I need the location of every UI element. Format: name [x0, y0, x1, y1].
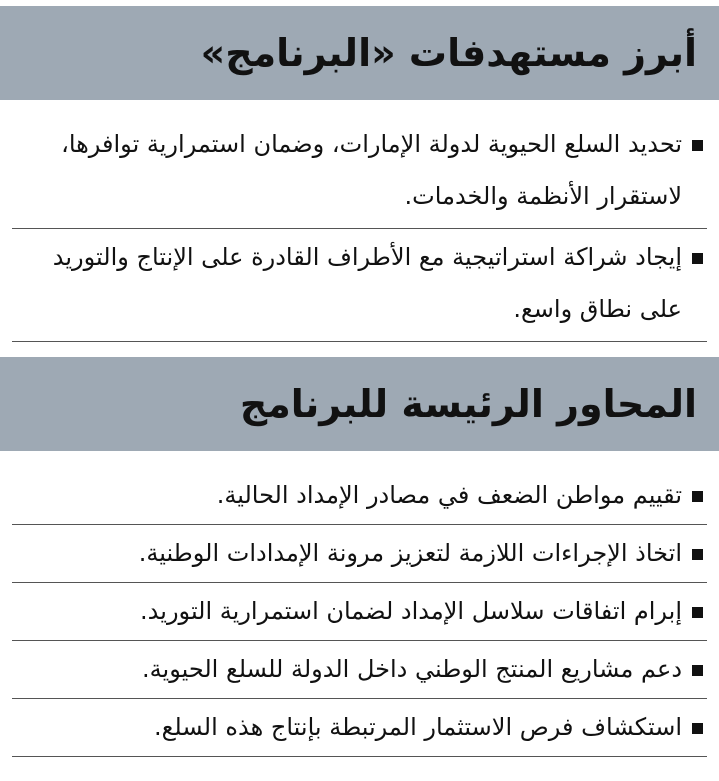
square-bullet-icon: [692, 549, 703, 560]
pillars-list-item: [12, 583, 707, 641]
pillars-list-item: [12, 525, 707, 583]
targets-list-item: [12, 116, 707, 229]
pillars-item-text: دعم مشاريع المنتج الوطني داخل الدولة للسلع الحيوية.: [142, 655, 682, 683]
square-bullet-icon: [692, 665, 703, 676]
pillars-item-text: اتخاذ الإجراءات اللازمة لتعزيز مرونة الإمدادات الوطنية.: [138, 539, 682, 567]
square-bullet-icon: [692, 607, 703, 618]
pillars-list-item: [12, 467, 707, 525]
targets-list-item: [12, 229, 707, 342]
targets-list: [12, 116, 707, 342]
square-bullet-icon: [692, 253, 703, 264]
pillars-heading: [0, 357, 719, 451]
pillars-heading-text: المحاور الرئيسة للبرنامج: [239, 382, 697, 426]
infographic-page: [0, 6, 719, 781]
pillars-item-text: استكشاف فرص الاستثمار المرتبطة بإنتاج هذه السلع.: [154, 713, 682, 741]
pillars-item-text: إبرام اتفاقات سلاسل الإمداد لضمان استمرارية التوريد.: [140, 597, 682, 625]
square-bullet-icon: [692, 140, 703, 151]
pillars-list: [12, 467, 707, 757]
targets-heading-text: أبرز مستهدفات «البرنامج»: [200, 31, 697, 75]
square-bullet-icon: [692, 491, 703, 502]
targets-heading: [0, 6, 719, 100]
targets-item-text: إيجاد شراكة استراتيجية مع الأطراف القادرة على الإنتاج والتوريد على نطاق واسع.: [52, 243, 682, 323]
pillars-list-item: [12, 699, 707, 757]
pillars-list-item: [12, 641, 707, 699]
targets-item-text: تحديد السلع الحيوية لدولة الإمارات، وضمان استمرارية توافرها، لاستقرار الأنظمة والخدمات.: [61, 130, 682, 210]
pillars-item-text: تقييم مواطن الضعف في مصادر الإمداد الحالية.: [216, 481, 682, 509]
square-bullet-icon: [692, 723, 703, 734]
